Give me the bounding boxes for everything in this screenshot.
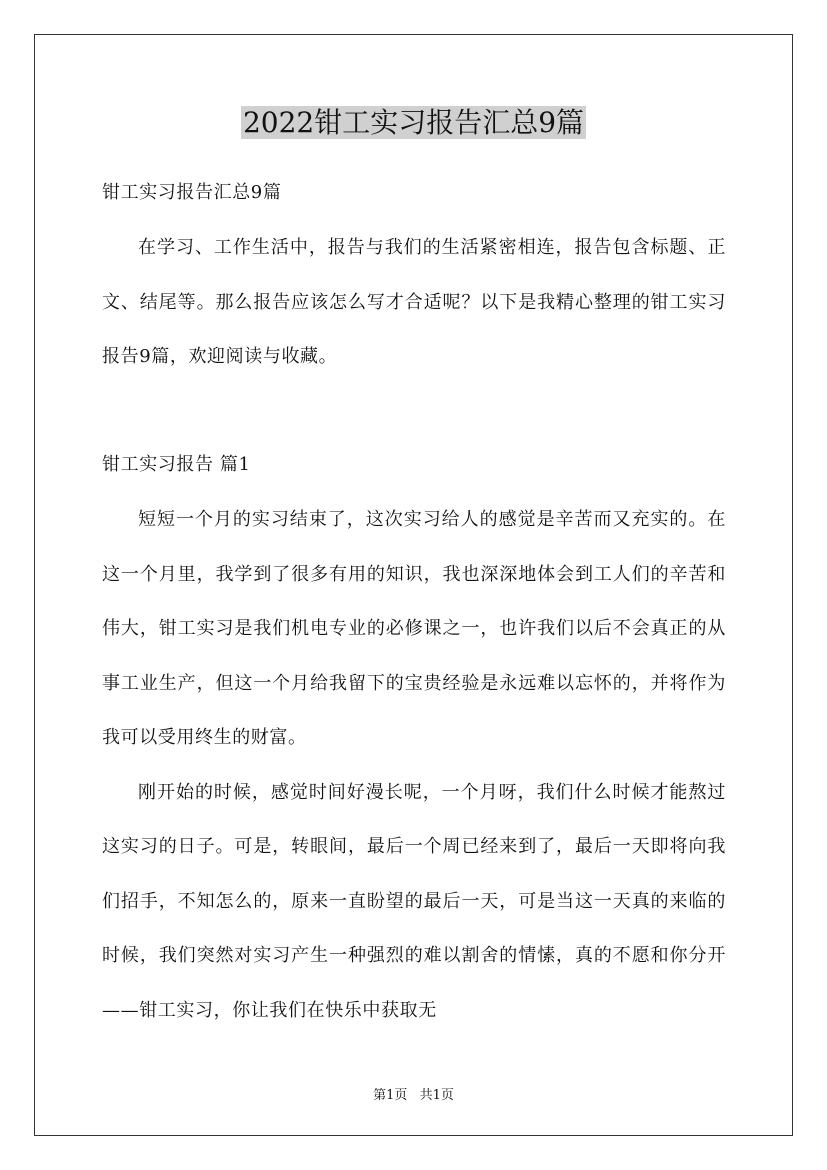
document-title	[0, 103, 827, 143]
page-number-label: 第1页	[373, 1088, 408, 1103]
document-title-text: 2022钳工实习报告汇总9篇	[242, 106, 585, 139]
document-subtitle: 钳工实习报告汇总9篇	[102, 182, 282, 203]
body-paragraph-2: 刚开始的时候，感觉时间好漫长呢，一个月呀，我们什么时候才能熬过这实习的日子。可是，转眼间，最后一个周已经来到了，最后一天即将向我们招手，不知怎么的，原来一直盼望的最后一天，可是当这一天真的来临的时候，我们突然对实习产生一种强烈的难以割舍的情愫，真的不愿和你分开——钳工实习，你让我们在快乐中获取无	[102, 781, 726, 1021]
page-footer	[0, 1084, 827, 1103]
intro-block	[102, 221, 726, 385]
intro-paragraph: 在学习、工作生活中，报告与我们的生活紧密相连，报告包含标题、正文、结尾等。那么报告应该怎么写才合适呢？以下是我精心整理的钳工实习报告9篇，欢迎阅读与收藏。	[102, 237, 726, 367]
body-paragraph-1: 短短一个月的实习结束了，这次实习给人的感觉是辛苦而又充实的。在这一个月里，我学到了很多有用的知识，我也深深地体会到工人们的辛苦和伟大，钳工实习是我们机电专业的必修课之一，也许我们以后不会真正的从事工业生产，但这一个月给我留下的宝贵经验是永远难以忘怀的，并将作为我可以受用终生的财富。	[102, 509, 726, 748]
page-total-label: 共1页	[419, 1088, 454, 1103]
section-body	[102, 493, 726, 1038]
section-heading: 钳工实习报告 篇1	[102, 454, 251, 475]
